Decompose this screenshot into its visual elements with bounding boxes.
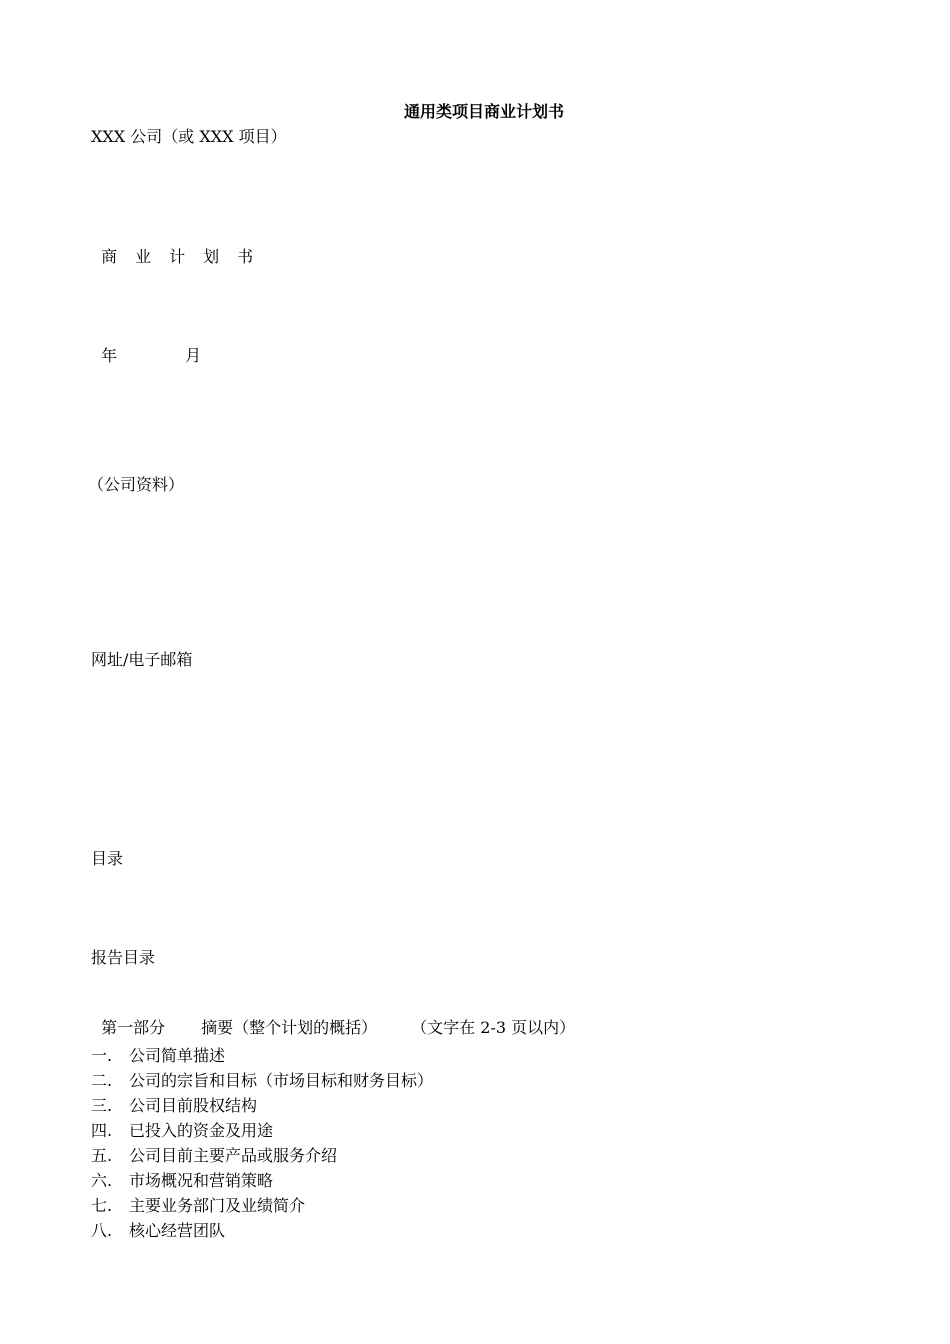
toc-item bbox=[91, 1221, 433, 1246]
toc-item-number: 四. bbox=[91, 1121, 113, 1140]
toc-item-number: 一. bbox=[91, 1046, 113, 1065]
year-label: 年 bbox=[101, 346, 118, 365]
toc-item-number: 八. bbox=[91, 1221, 113, 1240]
toc-item-text: 公司目前股权结构 bbox=[129, 1096, 258, 1115]
plan-char: 划 bbox=[203, 247, 220, 266]
contents-heading: 目录 bbox=[91, 849, 124, 868]
report-contents-heading: 报告目录 bbox=[91, 948, 156, 967]
plan-heading bbox=[91, 227, 271, 267]
toc-item bbox=[91, 1171, 433, 1196]
part-one-label: 第一部分 bbox=[101, 1018, 166, 1037]
toc-item-number: 五. bbox=[91, 1146, 113, 1165]
toc-item-number: 二. bbox=[91, 1071, 113, 1090]
toc-item-text: 公司的宗旨和目标（市场目标和财务目标） bbox=[129, 1071, 434, 1090]
toc-item-number: 七. bbox=[91, 1196, 113, 1215]
toc-item-text: 主要业务部门及业绩简介 bbox=[129, 1196, 306, 1215]
toc-item-text: 核心经营团队 bbox=[129, 1221, 226, 1240]
company-line: XXX 公司（或 XXX 项目） bbox=[91, 127, 287, 146]
toc-item-number: 六. bbox=[91, 1171, 113, 1190]
plan-char: 书 bbox=[237, 247, 254, 266]
company-info: （公司资料） bbox=[88, 475, 185, 494]
part-one-line bbox=[91, 998, 575, 1038]
toc-item bbox=[91, 1121, 433, 1146]
toc-item bbox=[91, 1146, 433, 1171]
toc-list bbox=[91, 1046, 433, 1246]
date-line bbox=[91, 326, 201, 366]
toc-item-text: 公司目前主要产品或服务介绍 bbox=[129, 1146, 338, 1165]
website-email: 网址/电子邮箱 bbox=[91, 650, 193, 669]
plan-char: 商 bbox=[101, 247, 118, 266]
toc-item-text: 市场概况和营销策略 bbox=[129, 1171, 274, 1190]
toc-item-number: 三. bbox=[91, 1096, 113, 1115]
toc-item bbox=[91, 1096, 433, 1121]
toc-item bbox=[91, 1046, 433, 1071]
toc-item-text: 公司简单描述 bbox=[129, 1046, 226, 1065]
plan-char: 业 bbox=[135, 247, 152, 266]
month-label: 月 bbox=[185, 346, 202, 365]
document-title: 通用类项目商业计划书 bbox=[403, 102, 564, 121]
toc-item bbox=[91, 1196, 433, 1221]
plan-char: 计 bbox=[169, 247, 186, 266]
toc-item-text: 已投入的资金及用途 bbox=[129, 1121, 274, 1140]
part-one-summary: 摘要（整个计划的概括） bbox=[201, 1018, 378, 1037]
part-one-note: （文字在 2-3 页以内） bbox=[411, 1018, 576, 1037]
toc-item bbox=[91, 1071, 433, 1096]
